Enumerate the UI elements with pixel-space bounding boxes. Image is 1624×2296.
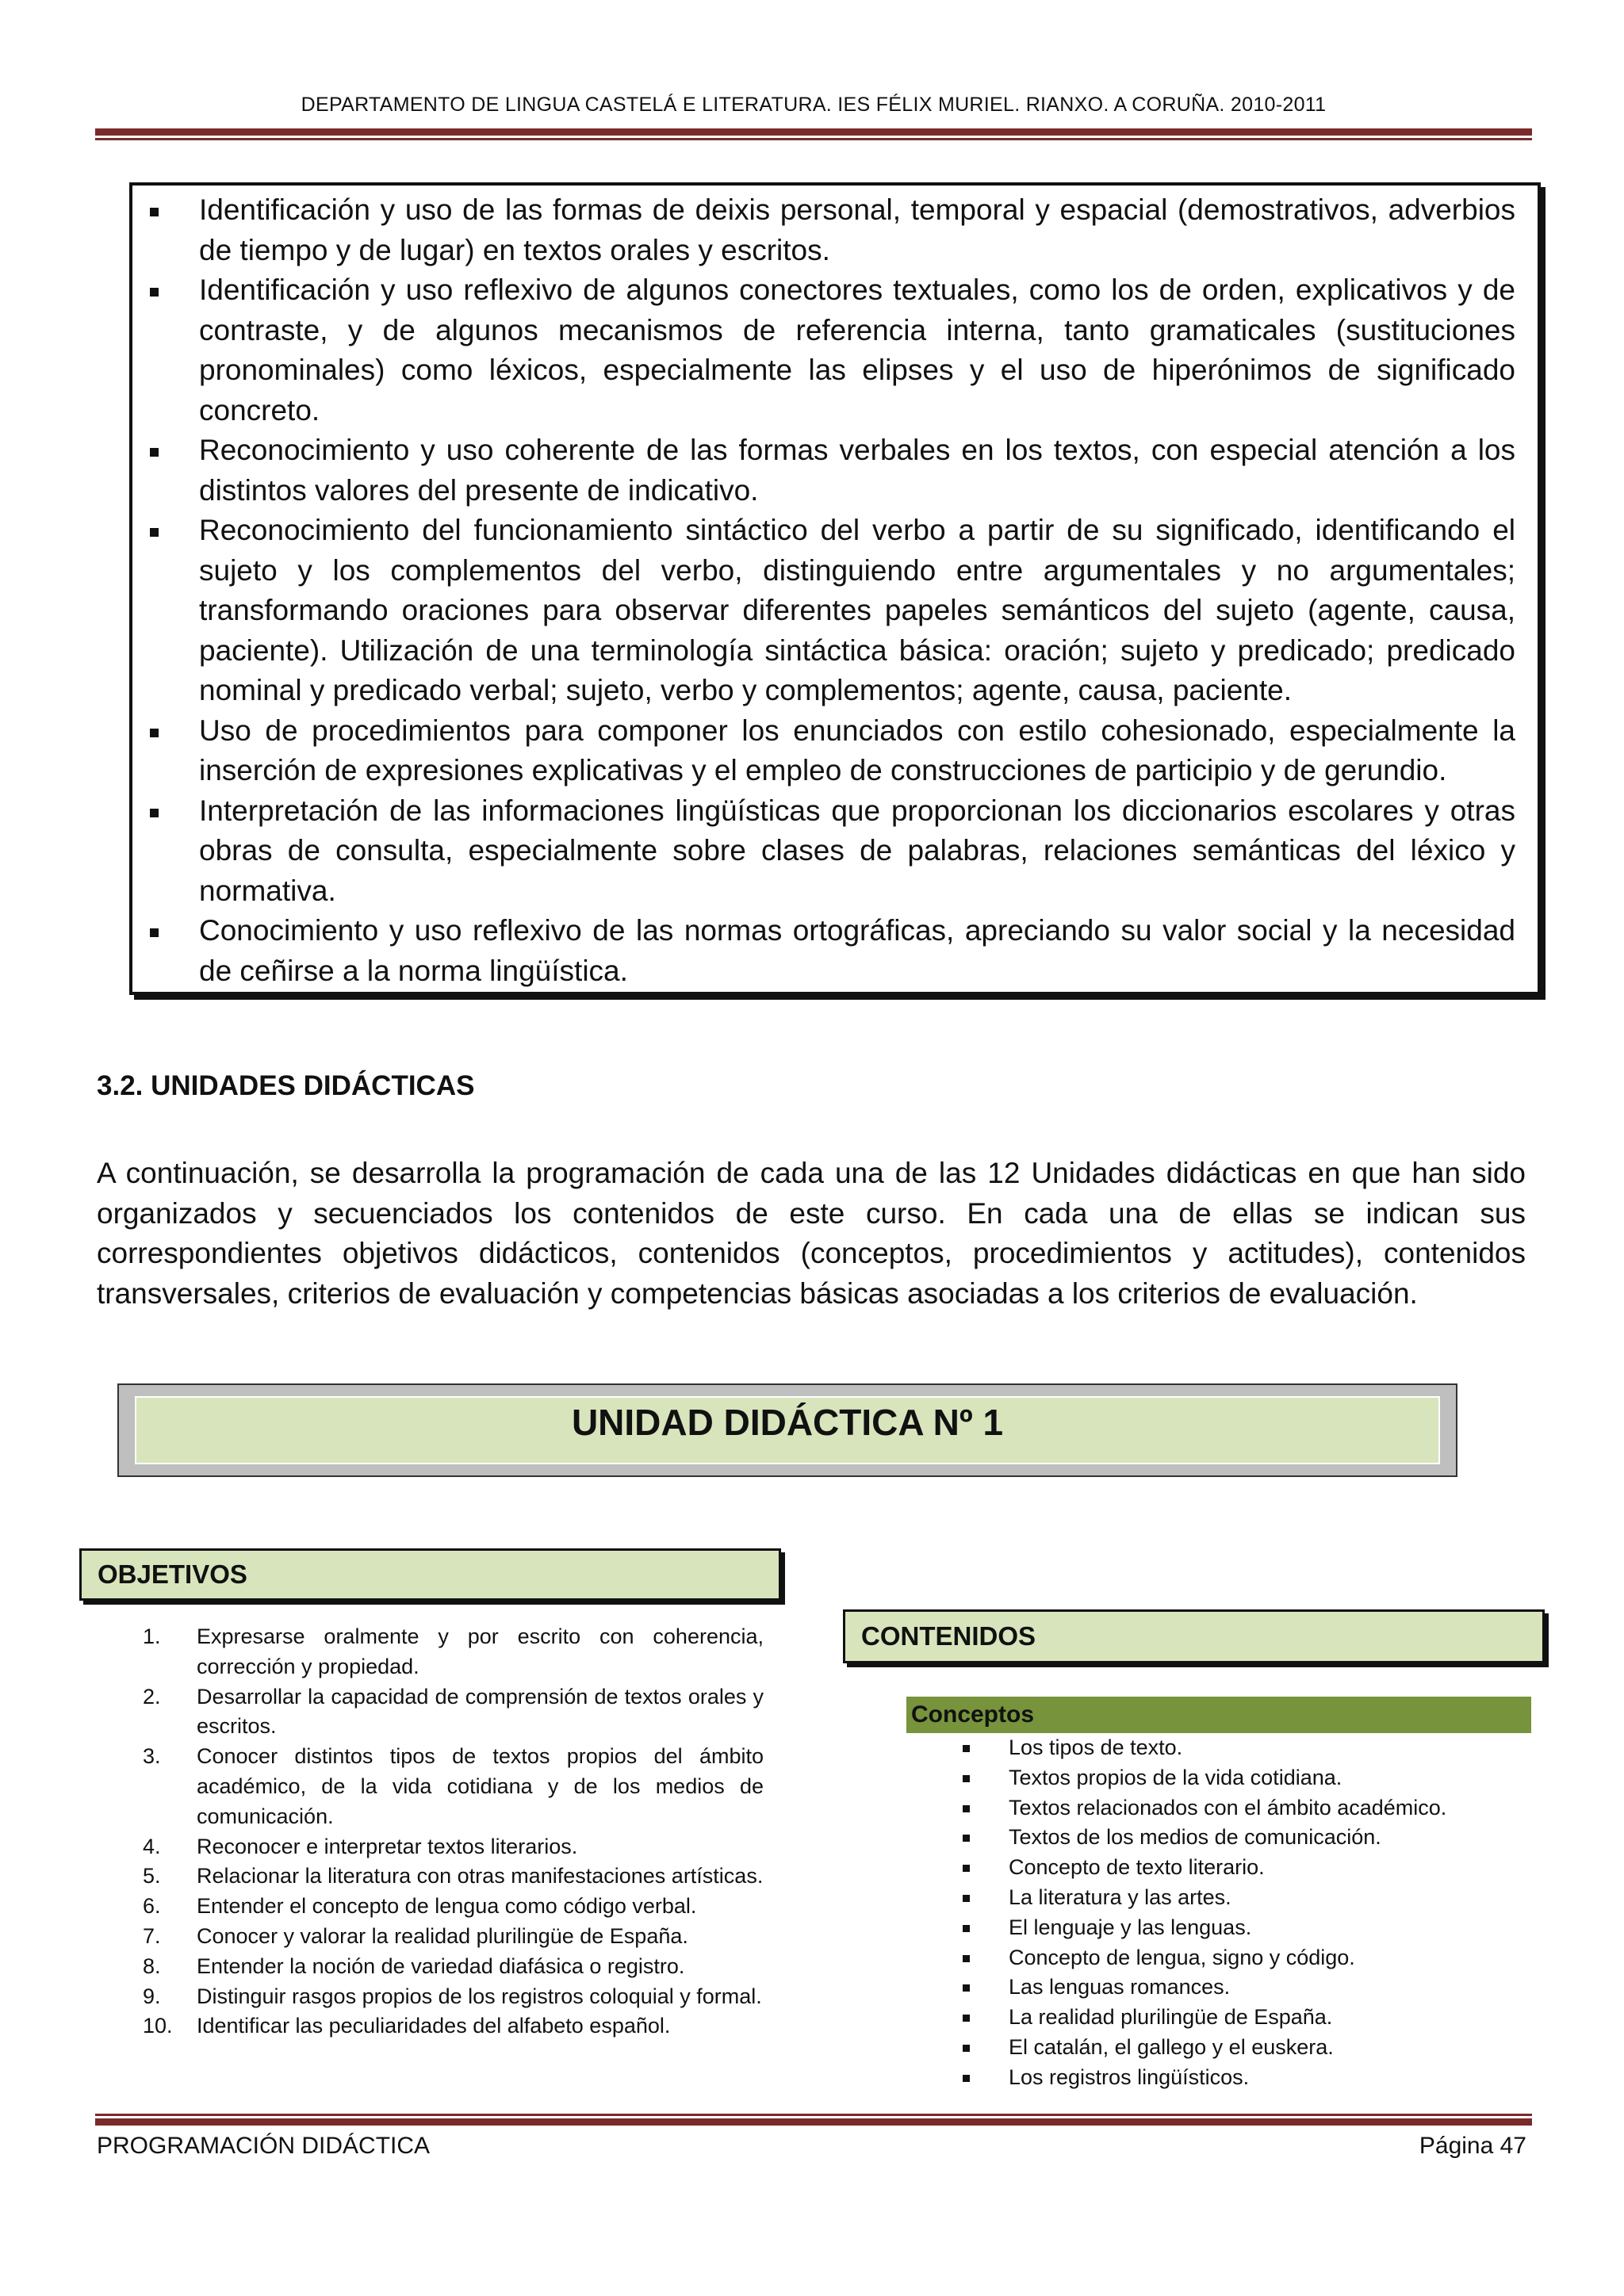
objetivo-number: 2. [143, 1684, 161, 1709]
objetivo-text: Identificar las peculiaridades del alfabeto español. [197, 2014, 671, 2038]
objetivo-item [143, 2011, 764, 2042]
content-bullet-text: Identificación y uso reflexivo de algunos conectores textuales, como los de orden, explicativos y de contraste, y de algunos mecanismos de referencia interna, tanto gramaticales (sustituciones pronominales) como léxicos, especialmente las elipses y el uso de hiperónimos de significado concreto. [199, 274, 1515, 427]
objetivo-text: Relacionar la literatura con otras manifestaciones artísticas. [197, 1864, 764, 1888]
square-bullet-icon [963, 1835, 970, 1842]
square-bullet-icon [150, 809, 159, 817]
unit-title-panel [135, 1396, 1440, 1464]
objetivo-item [143, 1982, 764, 2012]
objetivo-number: 5. [143, 1864, 161, 1888]
content-bullet-item [132, 511, 1515, 711]
concepto-item [952, 1973, 1446, 2003]
content-bullet-item [132, 711, 1515, 791]
objetivo-number: 9. [143, 1984, 161, 2008]
content-bullet-text: Identificación y uso de las formas de deixis personal, temporal y espacial (demostrativos, adverbios de tiempo y de lugar) en textos orales y escritos. [199, 193, 1515, 266]
objetivo-text: Desarrollar la capacidad de comprensión de textos orales y escritos. [197, 1684, 764, 1739]
objetivo-number: 7. [143, 1923, 161, 1948]
objetivo-text: Entender el concepto de lengua como código verbal. [197, 1894, 697, 1919]
objetivo-number: 3. [143, 1744, 161, 1769]
objetivo-text: Conocer y valorar la realidad plurilingüe de España. [197, 1923, 688, 1948]
concepto-item [952, 2003, 1446, 2033]
concepto-item [952, 1943, 1446, 1973]
square-bullet-icon [963, 2045, 970, 2052]
objetivo-item [143, 1742, 764, 1831]
content-bullet-text: Interpretación de las informaciones lingüísticas que proporcionan los diccionarios escolares y otras obras de consulta, especialmente sobre clases de palabras, relaciones semánticas del léxico y normativa. [199, 794, 1515, 907]
concepto-item [952, 2063, 1446, 2093]
header-rule [95, 128, 1532, 140]
objetivo-text: Conocer distintos tipos de textos propios del ámbito académico, de la vida cotidiana y de los medios de comunicación. [197, 1744, 764, 1828]
footer-rule [95, 2114, 1532, 2126]
content-bullet-item [132, 430, 1515, 511]
square-bullet-icon [963, 1925, 970, 1932]
unit-title: UNIDAD DIDÁCTICA Nº 1 [571, 1402, 1004, 1443]
concepto-text: Las lenguas romances. [1009, 1975, 1231, 1999]
objetivo-number: 4. [143, 1834, 161, 1858]
concepto-item [952, 1733, 1446, 1763]
concepto-text: Concepto de lengua, signo y código. [1009, 1945, 1355, 1969]
square-bullet-icon [963, 1984, 970, 1992]
content-bullet-text: Reconocimiento y uso coherente de las formas verbales en los textos, con especial atención a los distintos valores del presente de indicativo. [199, 434, 1515, 507]
square-bullet-icon [963, 1865, 970, 1872]
objetivo-item [143, 1832, 764, 1862]
square-bullet-icon [150, 448, 159, 457]
square-bullet-icon [963, 1775, 970, 1782]
square-bullet-icon [150, 288, 159, 297]
concepto-text: Los registros lingüísticos. [1009, 2064, 1250, 2089]
objetivo-text: Distinguir rasgos propios de los registros coloquial y formal. [197, 1984, 762, 2008]
contents-bullet-box [129, 182, 1541, 995]
objetivo-item [143, 1922, 764, 1952]
objetivo-number: 1. [143, 1624, 161, 1648]
concepto-item [952, 1763, 1446, 1793]
concepto-item [952, 1913, 1446, 1943]
concepto-text: Los tipos de texto. [1009, 1735, 1183, 1759]
concepto-text: Textos de los medios de comunicación. [1009, 1825, 1381, 1850]
square-bullet-icon [150, 528, 159, 537]
objetivo-text: Reconocer e interpretar textos literarios. [197, 1834, 578, 1858]
objetivo-number: 6. [143, 1894, 161, 1919]
objetivo-item [143, 1952, 764, 1982]
section-number: 3.2 [97, 1070, 136, 1101]
square-bullet-icon [963, 1895, 970, 1902]
content-bullet-text: Reconocimiento del funcionamiento sintáctico del verbo a partir de su significado, identificando el sujeto y los complementos del verbo, distinguiendo entre argumentales y no argumentales; transformando oraciones para observar diferentes papeles semánticos del sujeto (agente, causa, paciente). Utilización de una terminología sintáctica básica: oración; sujeto y predicado; predicado nominal y predicado verbal; sujeto, verbo y complementos; agente, causa, paciente. [199, 514, 1515, 706]
concepto-text: El lenguaje y las lenguas. [1009, 1915, 1252, 1939]
page-header: DEPARTAMENTO DE LINGUA CASTELÁ E LITERATURA. IES FÉLIX MURIEL. RIANXO. A CORUÑA. 2010-2011 [301, 94, 1327, 116]
square-bullet-icon [963, 1805, 970, 1812]
intro-paragraph: A continuación, se desarrolla la programación de cada una de las 12 Unidades didácticas en que han sido organizados y secuenciados los contenidos de este curso. En cada una de ellas se indican sus correspondientes objetivos didácticos, contenidos (conceptos, procedimientos y actitudes), contenidos transversales, criterios de evaluación y competencias básicas asociadas a los criterios de evaluación. [97, 1157, 1526, 1310]
content-bullet-item [132, 270, 1515, 430]
objetivo-item [143, 1682, 764, 1743]
content-bullet-text: Conocimiento y uso reflexivo de las normas ortográficas, apreciando su valor social y la necesidad de ceñirse a la norma lingüística. [199, 914, 1515, 987]
square-bullet-icon [150, 928, 159, 937]
square-bullet-icon [963, 2075, 970, 2082]
square-bullet-icon [150, 208, 159, 216]
section-separator: . [135, 1070, 151, 1101]
square-bullet-icon [963, 1955, 970, 1962]
concepto-text: El catalán, el gallego y el euskera. [1009, 2034, 1334, 2059]
concepto-text: Textos propios de la vida cotidiana. [1009, 1765, 1342, 1789]
concepto-text: Concepto de texto literario. [1009, 1855, 1265, 1880]
square-bullet-icon [963, 2015, 970, 2022]
concepto-item [952, 1883, 1446, 1913]
conceptos-heading: Conceptos [906, 1697, 1531, 1733]
page-number: Página 47 [1419, 2133, 1526, 2159]
concepto-text: La literatura y las artes. [1009, 1885, 1231, 1909]
objetivo-text: Expresarse oralmente y por escrito con coherencia, corrección y propiedad. [197, 1624, 764, 1678]
unit-title-banner [117, 1383, 1457, 1477]
objetivo-item [143, 1862, 764, 1892]
square-bullet-icon [963, 1745, 970, 1752]
concepto-text: Textos relacionados con el ámbito académico. [1009, 1795, 1447, 1820]
footer-document-title: PROGRAMACIÓN DIDÁCTICA [97, 2133, 431, 2159]
objetivo-number: 10. [143, 2014, 173, 2038]
concepto-item [952, 1853, 1446, 1883]
content-bullet-item [132, 791, 1515, 912]
objetivo-text: Entender la noción de variedad diafásica o registro. [197, 1954, 685, 1978]
square-bullet-icon [150, 729, 159, 737]
content-bullet-text: Uso de procedimientos para componer los enunciados con estilo cohesionado, especialmente la inserción de expresiones explicativas y el empleo de construcciones de participio y de gerundio. [199, 714, 1515, 786]
objetivo-number: 8. [143, 1954, 161, 1978]
section-title: UNIDADES DIDÁCTICAS [151, 1070, 475, 1101]
objetivo-item [143, 1622, 764, 1682]
objetivos-heading: OBJETIVOS [79, 1548, 781, 1601]
section-heading [97, 1070, 474, 1102]
content-bullet-item [132, 911, 1515, 991]
concepto-item [952, 1823, 1446, 1853]
contenidos-heading: CONTENIDOS [843, 1609, 1545, 1663]
objetivo-item [143, 1892, 764, 1922]
concepto-item [952, 1793, 1446, 1823]
contents-bullet-list [132, 190, 1515, 991]
conceptos-list [952, 1733, 1446, 2093]
concepto-text: La realidad plurilingüe de España. [1009, 2005, 1333, 2030]
content-bullet-item [132, 190, 1515, 270]
concepto-item [952, 2033, 1446, 2063]
objetivos-list [143, 1622, 764, 2042]
